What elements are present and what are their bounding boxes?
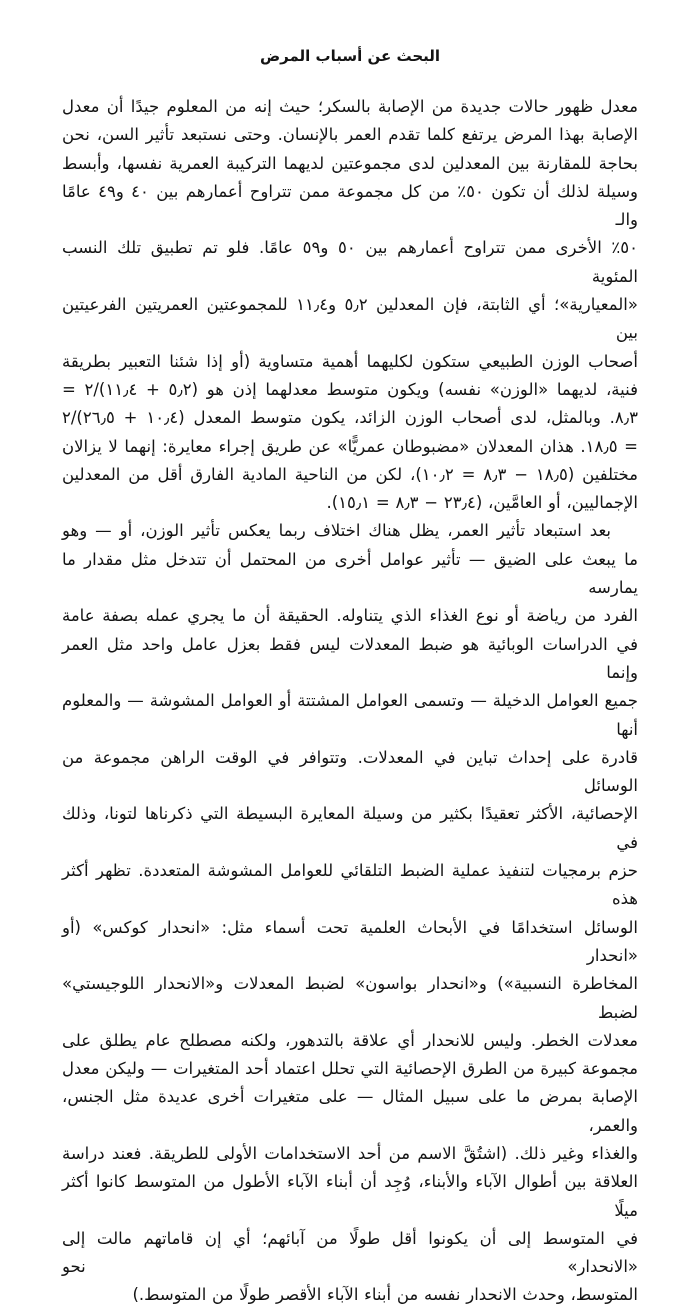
text-line: المتوسط، وحدث الانحدار نفسه من أبناء الآباء الأقصر طولًا من المتوسط.) — [132, 1285, 638, 1305]
paragraph — [62, 517, 638, 1309]
text-line: العلاقة بين أطوال الآباء والأبناء، وُجِد أن أبناء الآباء الأطول من المتوسط كانوا أكثر ميلًا — [62, 1172, 638, 1220]
text-line: الفرد من رياضة أو نوع الغذاء الذي يتناوله. الحقيقة أن ما يجري عمله بصفة عامة — [62, 606, 638, 626]
text-line: الوسائل استخدامًا في الأبحاث العلمية تحت أسماء مثل: «انحدار كوكس» (أو «انحدار — [62, 917, 638, 965]
text-line: الإحصائية، الأكثر تعقيدًا بكثير من وسيلة المعايرة البسيطة التي ذكرناها لتونا، وذلك في — [62, 804, 638, 852]
text-line: معدلات الخطر. وليس للانحدار أي علاقة بالتدهور، ولكنه مصطلح عام يطلق على — [62, 1030, 638, 1050]
text-line: حزم برمجيات لتنفيذ عملية الضبط التلقائي للعوامل المشوشة المتعددة. تظهر أكثر هذه — [62, 861, 638, 909]
text-line: في الدراسات الوبائية هو ضبط المعدلات ليس فقط بعزل عامل واحد مثل العمر وإنما — [62, 634, 638, 682]
text-line: فنية، لديهما «الوزن» نفسه) ويكون متوسط معدلهما إذن هو (٥٫٢ + ١١٫٤)/٢ = — [62, 379, 638, 399]
text-line: بحاجة للمقارنة بين المعدلين لدى مجموعتين لديهما التركيبة العمرية نفسها، وأبسط — [62, 153, 638, 173]
text-line: الإصابة بهذا المرض يرتفع كلما تقدم العمر بالإنسان. وحتى نستبعد تأثير السن، نحن — [62, 125, 638, 145]
text-line: الإصابة بمرض ما على سبيل المثال — على متغيرات أخرى عديدة مثل الجنس، والعمر، — [62, 1087, 638, 1135]
text-line: بعد استبعاد تأثير العمر، يظل هناك اختلاف ربما يعكس تأثير الوزن، أو — وهو — [62, 521, 611, 541]
text-line: ٥٠٪ الأخرى ممن تتراوح أعمارهم بين ٥٠ و٥٩ عامًا. فلو تم تطبيق تلك النسب المئوية — [62, 238, 639, 286]
text-line: في المتوسط إلى أن يكونوا أقل طولًا من آبائهم؛ أي إن قاماتهم مالت إلى «الانحدار» نحو — [62, 1228, 638, 1277]
text-line: مختلفين (١٨٫٥ − ٨٫٣ = ١٠٫٢)، لكن من الناحية المادية الفارق أقل من المعدلين — [62, 464, 638, 484]
text-line: قادرة على إحداث تباين في المعدلات. وتتوافر في الوقت الراهن مجموعة من الوسائل — [62, 747, 638, 796]
page-title: البحث عن أسباب المرض — [259, 47, 441, 65]
text-line: معدل ظهور حالات جديدة من الإصابة بالسكر؛ حيث إنه من المعلوم جيدًا أن معدل — [62, 97, 638, 116]
text-line: «المعيارية»؛ أي الثابتة، فإن المعدلين ٥٫٢ و١١٫٤ للمجموعتين العمريتين الفرعيتين بين — [62, 295, 638, 343]
text-line: ٨٫٣. وبالمثل، لدى أصحاب الوزن الزائد، يكون متوسط المعدل (١٠٫٤ + ٢٦٫٥)/٢ — [62, 408, 638, 428]
document-body — [62, 93, 638, 1310]
text-line: وسيلة لذلك أن تكون ٥٠٪ من كل مجموعة ممن تتراوح أعمارهم بين ٤٠ و٤٩ عامًا والـ — [62, 181, 638, 230]
text-line: جميع العوامل الدخيلة — وتسمى العوامل المشتتة أو العوامل المشوشة — والمعلوم أنها — [62, 691, 638, 739]
paragraph — [62, 93, 638, 517]
text-line: مجموعة كبيرة من الطرق الإحصائية التي تحلل اعتماد أحد المتغيرات — وليكن معدل — [62, 1059, 638, 1079]
text-line: ما يبعث على الضيق — تأثير عوامل أخرى من المحتمل أن تتدخل مثل مقدار ما يمارسه — [62, 549, 638, 598]
text-line: المخاطرة النسبية») و«انحدار بواسون» لضبط المعدلات و«الانحدار اللوجيستي» لضبط — [62, 974, 638, 1022]
text-line: والغذاء وغير ذلك. (اشتُقَّ الاسم من أحد الاستخدامات الأولى للطريقة. فعند دراسة — [62, 1143, 638, 1163]
text-line: = ١٨٫٥. هذان المعدلان «مضبوطان عمريًّا» عن طريق إجراء معايرة: إنهما لا يزالان — [62, 436, 638, 456]
text-line: الإجماليين، أو العامَّين، (٢٣٫٤ − ٨٫٣ = ١٥٫١). — [326, 493, 638, 513]
text-line: أصحاب الوزن الطبيعي ستكون لكليهما أهمية متساوية (أو إذا شئنا التعبير بطريقة — [62, 351, 638, 371]
